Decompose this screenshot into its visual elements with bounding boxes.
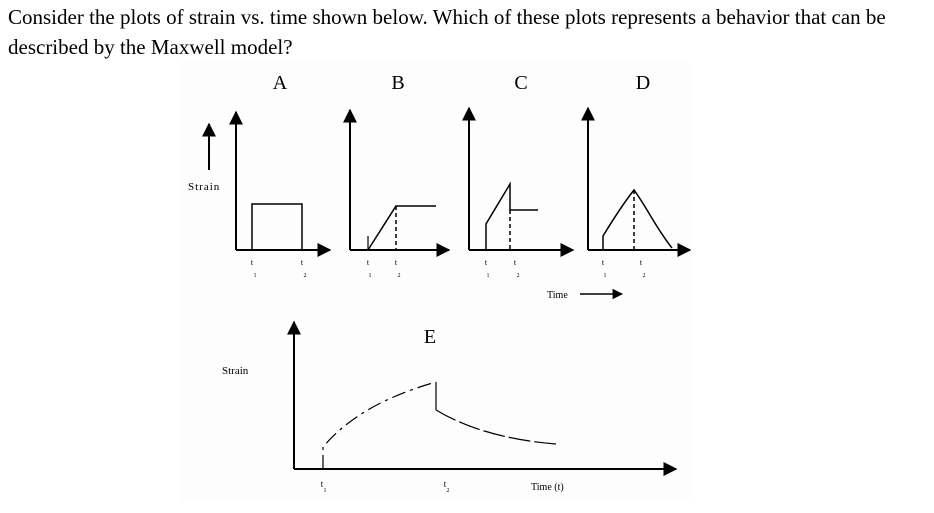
plot-c-t2-sub: 2 xyxy=(516,273,520,279)
plot-d-t1-sub: 1 xyxy=(603,273,607,279)
plot-d-t2-sub: 2 xyxy=(642,273,646,279)
plot-e-t2: t xyxy=(443,479,447,489)
plot-e-t2-sub: 2 xyxy=(446,488,450,494)
plot-b-t2: t xyxy=(394,258,398,267)
plot-c-t1-sub: 1 xyxy=(486,273,490,279)
label-d: D xyxy=(635,72,651,94)
label-a: A xyxy=(272,72,288,94)
bottom-time-label: Time (t) xyxy=(531,482,564,493)
plot-c-t1: t xyxy=(484,258,488,267)
plot-a-t1: t xyxy=(250,258,254,267)
question-text: Consider the plots of strain vs. time shown below. Which of these plots represents a behavior that can be described by the Maxwell model? xyxy=(8,5,886,59)
plot-b-t1-sub: 1 xyxy=(368,273,372,279)
plot-e-t1: t xyxy=(320,479,324,489)
top-time-label: Time xyxy=(547,290,568,301)
plot-a-t2-sub: 2 xyxy=(303,273,307,279)
plot-d-t2: t xyxy=(639,258,643,267)
plot-b-t2-sub: 2 xyxy=(397,273,401,279)
label-b: B xyxy=(391,72,405,94)
plot-a-t1-sub: 1 xyxy=(253,273,257,279)
figure-background xyxy=(180,62,690,502)
plot-e-t1-sub: 1 xyxy=(323,488,327,494)
label-c: C xyxy=(514,72,528,94)
label-e: E xyxy=(423,326,437,348)
plot-a-t2: t xyxy=(300,258,304,267)
plot-b-t1: t xyxy=(366,258,370,267)
bottom-strain-label: Strain xyxy=(222,365,249,377)
plot-c-t2: t xyxy=(513,258,517,267)
top-strain-label: Strain xyxy=(188,181,221,193)
plot-d-t1: t xyxy=(601,258,605,267)
